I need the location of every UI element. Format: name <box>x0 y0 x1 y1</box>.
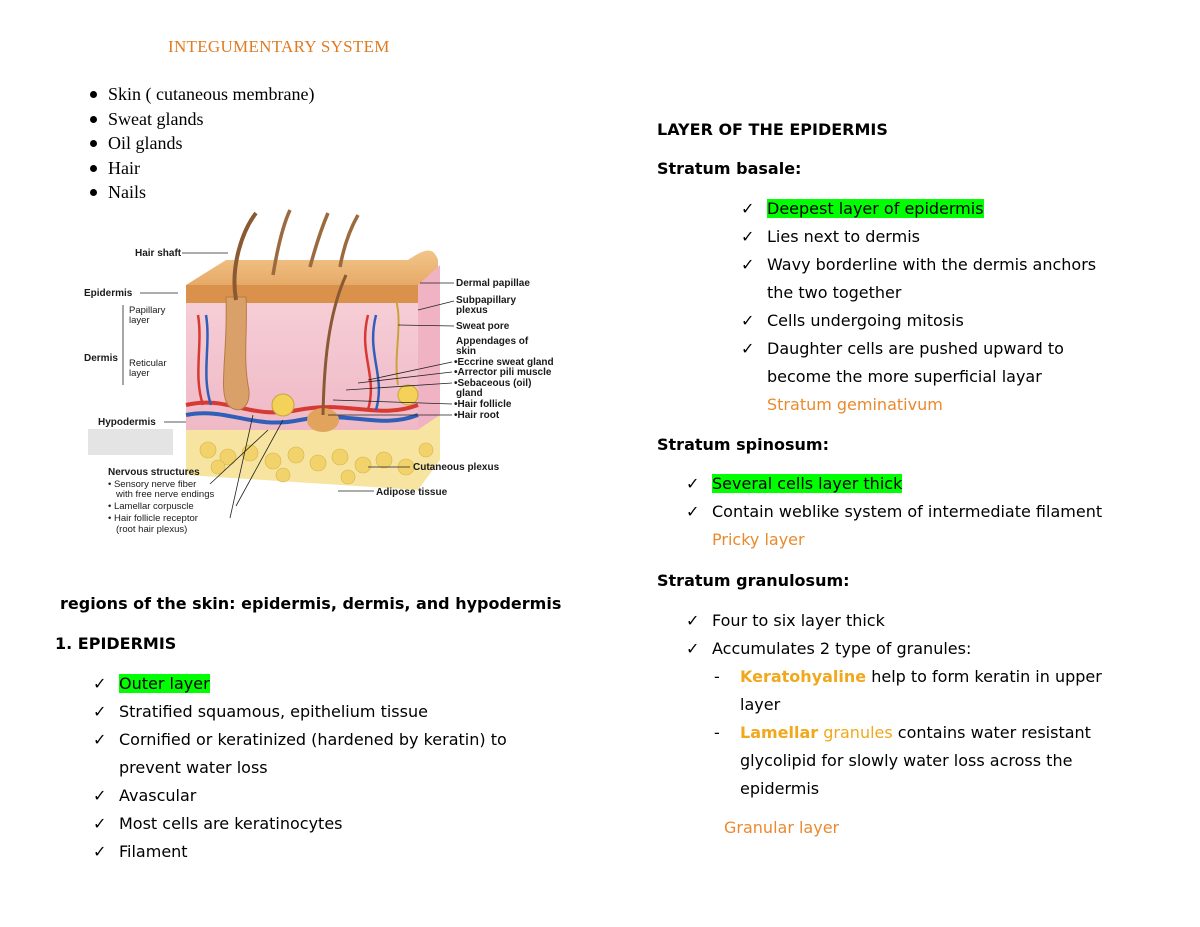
nervous-line-3: • Lamellar corpuscle <box>108 501 194 512</box>
components-list <box>88 82 314 205</box>
alt-name: Granular layer <box>724 818 840 837</box>
list-item: ✓ Filament <box>93 838 573 866</box>
list-item <box>686 470 1186 498</box>
label-dermal-papillae: Dermal papillae <box>456 278 530 289</box>
list-item: Sweat glands <box>88 107 314 132</box>
label-appendages-2: skin <box>456 346 477 357</box>
list-item: Oil glands <box>88 131 314 156</box>
highlight: Several cells layer thick <box>712 474 903 493</box>
epidermis-heading: 1. EPIDERMIS <box>55 634 177 653</box>
label-dermis: Dermis <box>84 353 118 364</box>
granules-list <box>714 663 1154 803</box>
label-arrector: •Arrector pili muscle <box>454 367 552 378</box>
basale-list <box>741 195 1181 419</box>
label-hair-shaft: Hair shaft <box>135 248 182 259</box>
nervous-line-5: (root hair plexus) <box>116 524 188 535</box>
nervous-line-4: • Hair follicle receptor <box>108 513 198 524</box>
label-reticular-2: layer <box>129 368 150 379</box>
list-item <box>93 670 573 698</box>
label-sebaceous: •Sebaceous (oil) <box>454 378 532 389</box>
label-epidermis: Epidermis <box>84 288 133 299</box>
label-papillary: Papillary <box>129 305 166 316</box>
label-papillary-2: layer <box>129 315 150 326</box>
list-item: ✓ Avascular <box>93 782 573 810</box>
label-cutaneous: Cutaneous plexus <box>413 462 500 473</box>
dermis-side <box>418 265 440 430</box>
alt-name: Pricky layer <box>712 530 805 549</box>
list-item: ✓ Wavy borderline with the dermis anchors the two together <box>741 251 1181 307</box>
label-subpapillary: Subpapillary <box>456 295 517 306</box>
epidermis-front <box>186 285 418 303</box>
label-hypodermis: Hypodermis <box>98 417 156 428</box>
list-item: - Keratohyaline help to form keratin in upper layer <box>714 663 1154 719</box>
label-hair-root: •Hair root <box>454 410 500 421</box>
label-subpapillary-2: plexus <box>456 305 488 316</box>
list-item <box>741 195 1181 223</box>
nervous-heading: Nervous structures <box>108 467 200 478</box>
label-reticular: Reticular <box>129 358 167 369</box>
epidermis-list <box>93 670 573 866</box>
basale-title: Stratum basale: <box>657 159 802 178</box>
spinosum-list <box>686 470 1186 554</box>
highlight: Outer layer <box>119 674 210 693</box>
term: Keratohyaline <box>740 667 867 686</box>
granulosum-title: Stratum granulosum: <box>657 571 850 590</box>
masked-label <box>88 429 173 455</box>
granulosum-list <box>686 607 1186 663</box>
label-sebaceous-2: gland <box>456 388 483 399</box>
term: Lamellar <box>740 723 819 742</box>
page-title: INTEGUMENTARY SYSTEM <box>168 37 390 56</box>
list-item: ✓ Cornified or keratinized (hardened by keratin) to prevent water loss <box>93 726 573 782</box>
label-hair-follicle: •Hair follicle <box>454 399 512 410</box>
list-item: - Lamellar granules contains water resistant glycolipid for slowly water loss across the epidermis <box>714 719 1154 803</box>
list-item: ✓ Accumulates 2 type of granules: <box>686 635 1186 663</box>
list-item: ✓ Most cells are keratinocytes <box>93 810 573 838</box>
list-item: Hair <box>88 156 314 181</box>
list-item: ✓ Contain weblike system of intermediate filament Pricky layer <box>686 498 1186 554</box>
label-eccrine: •Eccrine sweat gland <box>454 357 554 368</box>
nervous-line-1: • Sensory nerve fiber <box>108 479 197 490</box>
epidermis-layers-heading: LAYER OF THE EPIDERMIS <box>657 120 888 139</box>
list-item: ✓ Daughter cells are pushed upward to become the more superficial layar Stratum geminativum <box>741 335 1181 419</box>
label-sweat-pore: Sweat pore <box>456 321 510 332</box>
list-item: Nails <box>88 180 314 205</box>
list-item: ✓ Four to six layer thick <box>686 607 1186 635</box>
spinosum-title: Stratum spinosum: <box>657 435 829 454</box>
regions-heading: regions of the skin: epidermis, dermis, and hypodermis <box>60 594 562 613</box>
highlight: Deepest layer of epidermis <box>767 199 984 218</box>
nervous-line-2: with free nerve endings <box>116 489 215 500</box>
list-item: ✓ Stratified squamous, epithelium tissue <box>93 698 573 726</box>
list-item: ✓ Cells undergoing mitosis <box>741 307 1181 335</box>
label-appendages: Appendages of <box>456 336 529 347</box>
label-adipose: Adipose tissue <box>376 487 448 498</box>
list-item: ✓ Lies next to dermis <box>741 223 1181 251</box>
alt-name: Stratum geminativum <box>767 395 943 414</box>
list-item: Skin ( cutaneous membrane) <box>88 82 314 107</box>
skin-diagram <box>78 205 568 550</box>
